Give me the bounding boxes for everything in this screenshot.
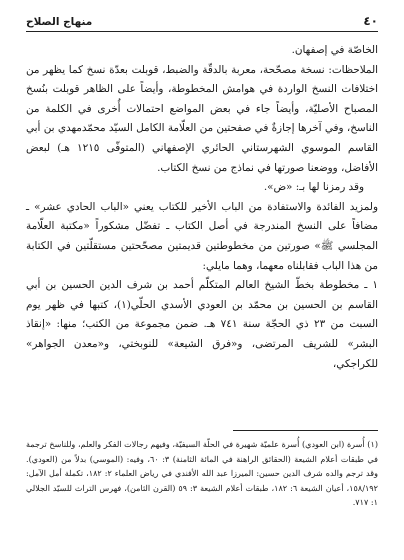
footnote-1: (١) أُسرة (ابن العودي) أُسرة علميّة شهيرة في الحلّة السيفيّة، وفيهم رجالات الفكر والعلم، وللناسخ ترجمة في طبقات أعلام الشيعة (الحقائق الراهنة في المائة الثامنة) ٣: ٦٠، وفيه: (الموسي) بدلاً من (العودي). وقد ترجم والده شرف الدين حسين: الميرزا عبد الله الأفندي في رياض العلماء ٢: ١٨٢، تكملة أمل الآمل: ١٥٨/١٩٢، أعيان الشيعة ٦: ١٨٢، طبقات أعلام الشيعة ٣: ٥٩ (القرن الثامن)، فهرس التراث للسيّد الجلالي ١: ٧١٧.	[26, 439, 378, 508]
main-text	[26, 41, 378, 374]
paragraph: وقد رمزنا لها بـ: «ض».	[263, 181, 364, 194]
paragraph: ١ ـ مخطوطة بخطّ الشيخ العالم المتكلّم أحمد بن شرف الدين الحسين بن أبي القاسم بن الحسين بن محمّد بن العودي الأسدي الحلّي(١)، كتبها في ظهر يوم السبت من ٢٣ ذي الحجّة سنة ٧٤١ هـ. ضمن مجموعة من الكتب؛ منها: «إنقاذ البشر» للشريف المرتضى، و«فرق الشيعة» للنوبختي، و«معدن الجواهر» للكراجكي،	[26, 279, 378, 370]
footnote-separator	[233, 430, 378, 431]
footnotes	[26, 437, 378, 510]
page-header	[26, 14, 378, 32]
book-title: منهاج الصلاح	[26, 16, 93, 28]
paragraph: الملاحظات: نسخة مصحّحة، معربة بالدقّة والضبط، قوبلت بعدّة نسخ كما يظهر من اختلافات النسخ الواردة في هوامش المخطوطة، وأيضاً على الظاهر قوبلت بنُسخ المصباح الأصليّة، وأيضاً جاء في بعض المواضع احتمالات أُخرى في الكلمة من الناسخ، وفي آخرها إجازةٌ في صفحتين من العلّامة الكامل السيّد محمّدمهدي بن أبي القاسم الموسوي الشهرستاني الحائري الإصفهاني (المتوفّى ١٢١٥ هـ) لبعض الأفاضل، ووضعنا صورتها في نماذج من نسخ الكتاب.	[26, 63, 379, 174]
page-number: ٤٠	[363, 14, 378, 28]
paragraph: الخاصّة في إصفهان.	[291, 44, 378, 56]
paragraph: ولمزيد الفائدة والاستفادة من الباب الأخير للكتاب يعني «الباب الحادي عشر» ـ مضافاً على النسخ المندرجة في أصل الكتاب ـ تفضّل مشكوراً «مكتبة العلّامة المجلسي ﷺ» صورتين من مخطوطتين قديمتين مصحّحتين مستقلّتين في الكتابة من هذا الباب فقابلناه معهما، وهما مايلي:	[26, 200, 378, 272]
